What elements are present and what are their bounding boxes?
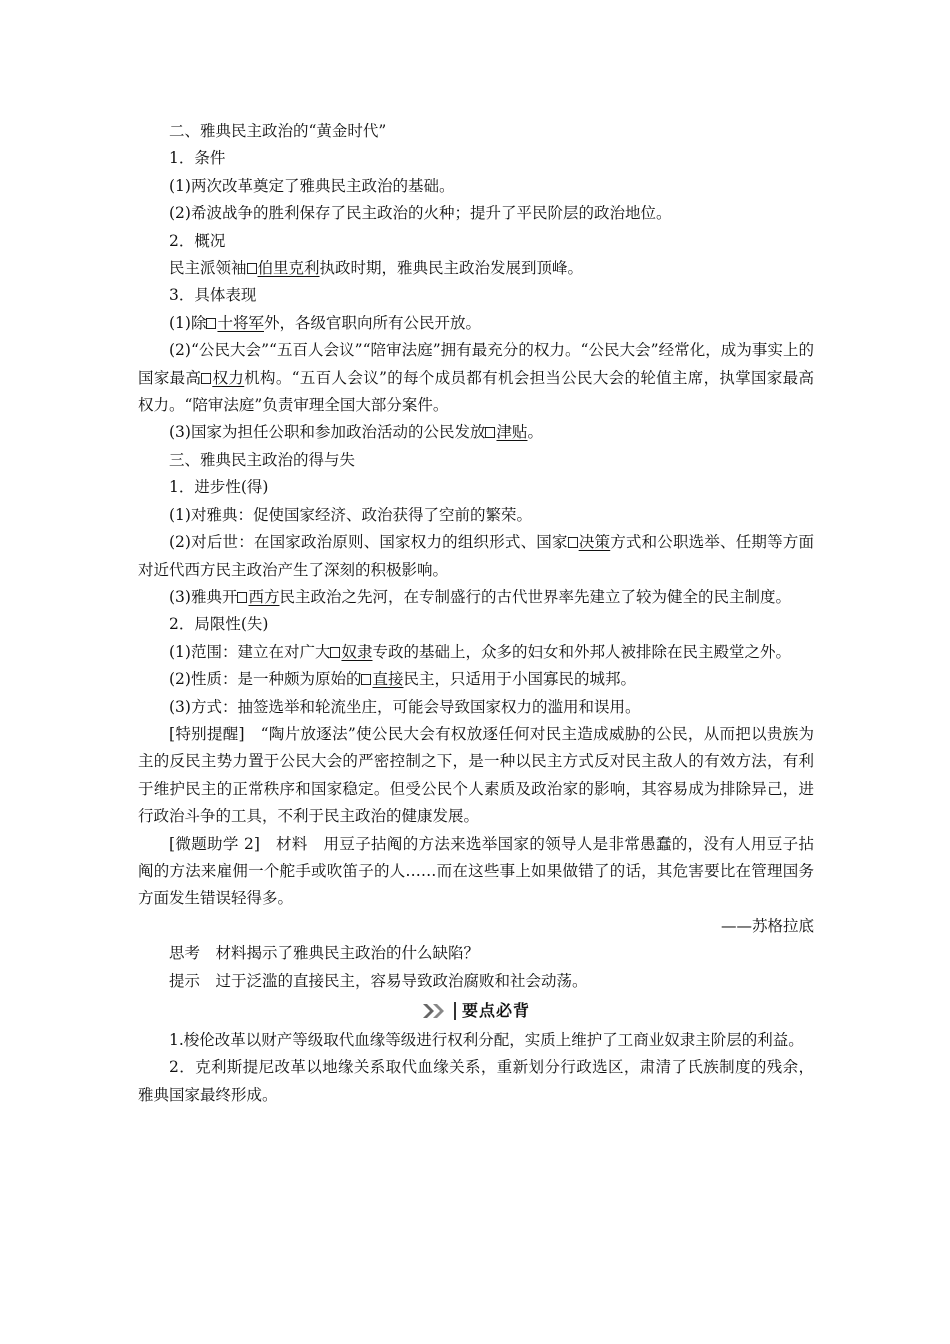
document-page — [138, 118, 814, 1109]
special-tip: [特别提醒] “陶片放逐法”使公民大会有权放逐任何对民主造成威胁的公民，从而把以贵族为主的反民主势力置于公民大会的严密控制之下，是一种以民主方式反对民主敌人的有效方法，有利于维护民主的正常秩序和国家稳定。但受公民个人素质及政治家的影响，其容易成为排除异己，进行政治斗争的工具，不利于民主政治的健康发展。 — [138, 724, 814, 826]
text-segment: 民主派领袖 — [169, 259, 247, 278]
fill-blank — [247, 259, 320, 277]
fill-box-icon — [361, 674, 371, 685]
section-3-title: 三、雅典民主政治的得与失 — [169, 450, 356, 469]
heading-overview: 2．概况 — [169, 231, 226, 250]
heading-conditions: 1．条件 — [169, 149, 226, 168]
fill-blank — [330, 643, 372, 661]
progress-2 — [138, 529, 814, 584]
text-segment: 执政时期，雅典民主政治发展到顶峰。 — [319, 259, 584, 278]
heading-details: 3．具体表现 — [169, 286, 257, 305]
condition-2: (2)希波战争的胜利保存了民主政治的火种；提升了平民阶层的政治地位。 — [169, 204, 672, 223]
detail-3 — [138, 419, 814, 446]
fill-blank — [206, 314, 264, 332]
text-segment: 外，各级官职向所有公民开放。 — [263, 313, 481, 332]
text-segment: (3)雅典开 — [169, 587, 238, 606]
fill-answer: 奴隶 — [341, 642, 373, 661]
fill-box-icon — [330, 647, 340, 658]
text-segment: 机构。“五百人会议”的每个成员都有机会担当公民大会的轮值主席，执掌国家最高权力。“陪审法庭”负责审理全国大部分案件。 — [138, 368, 814, 415]
detail-2 — [138, 337, 814, 419]
double-chevron-icon — [422, 1003, 448, 1019]
limit-1 — [138, 639, 814, 666]
think-question: 思考 材料揭示了雅典民主政治的什么缺陷？ — [169, 944, 480, 963]
limit-3: (3)方式：抽签选举和轮流坐庄，可能会导致国家权力的滥用和误用。 — [169, 697, 641, 716]
key-points-title: 要点必背 — [461, 1001, 530, 1021]
key-point-1: 1.梭伦改革以财产等级取代血缘等级进行权利分配，实质上维护了工商业奴隶主阶层的利益。 — [169, 1031, 804, 1049]
fill-box-icon — [237, 592, 247, 603]
micro-question: [微题助学 2] 材料 用豆子拈阄的方法来选举国家的领导人是非常愚蠢的，没有人用豆子拈阄的方法来雇佣一个舵手或吹笛子的人……而在这些事上如果做错了的话，其危害要比在管理国务方面发生错误轻得多。 — [138, 834, 814, 908]
banner-divider — [454, 1002, 456, 1020]
heading-limits: 2．局限性(失) — [169, 615, 269, 634]
text-segment: 方式和公职选举、任期等方面对近代西方民主政治产生了深刻的积极影响。 — [138, 533, 814, 579]
text-segment: (1)除 — [169, 313, 207, 332]
fill-answer: 十将军 — [217, 313, 264, 332]
quote-source: ——苏格拉底 — [720, 916, 814, 935]
text-segment: 民主政治之先河，在专制盛行的古代世界率先建立了较为健全的民主制度。 — [279, 587, 791, 606]
fill-box-icon — [485, 427, 495, 438]
text-segment: 。 — [527, 423, 543, 442]
text-segment: (3)国家为担任公职和参加政治活动的公民发放 — [169, 423, 486, 442]
key-points-banner — [138, 997, 814, 1025]
fill-blank — [568, 533, 611, 551]
fill-blank — [361, 670, 403, 688]
fill-answer: 西方 — [248, 587, 280, 606]
progress-3 — [138, 584, 814, 611]
heading-progress: 1．进步性(得) — [169, 478, 269, 497]
fill-box-icon — [201, 373, 211, 384]
fill-answer: 伯里克利 — [257, 259, 320, 278]
overview-text — [138, 255, 814, 282]
text-segment: (2)“公民大会”“五百人会议”“陪审法庭”拥有最充分的权力。“公民大会”经常化，成为事实上的国家最高 — [138, 341, 814, 387]
fill-blank — [201, 369, 244, 387]
fill-box-icon — [247, 263, 257, 274]
key-point-2: 2．克利斯提尼改革以地缘关系取代血缘关系，重新划分行政选区，肃清了氏族制度的残余，雅典国家最终形成。 — [138, 1058, 814, 1104]
text-segment: (2)对后世：在国家政治原则、国家权力的组织形式、国家 — [169, 533, 568, 552]
section-2-title: 二、雅典民主政治的“黄金时代” — [169, 122, 387, 140]
limit-2 — [138, 666, 814, 693]
text-segment: 民主，只适用于小国寡民的城邦。 — [403, 670, 636, 689]
detail-1 — [138, 310, 814, 337]
text-segment: (1)范围：建立在对广大 — [169, 642, 331, 661]
fill-blank — [485, 423, 527, 441]
text-segment: 专政的基础上，众多的妇女和外邦人被排除在民主殿堂之外。 — [372, 642, 791, 661]
fill-answer: 权力 — [212, 368, 245, 387]
fill-answer: 直接 — [372, 670, 404, 689]
condition-1: (1)两次改革奠定了雅典民主政治的基础。 — [169, 176, 455, 195]
progress-1: (1)对雅典：促使国家经济、政治获得了空前的繁荣。 — [169, 505, 532, 524]
fill-box-icon — [568, 537, 578, 548]
text-segment: (2)性质：是一种颇为原始的 — [169, 670, 362, 689]
fill-box-icon — [206, 318, 216, 329]
fill-answer: 津贴 — [496, 423, 528, 442]
hint-answer: 提示 过于泛滥的直接民主，容易导致政治腐败和社会动荡。 — [169, 971, 588, 990]
fill-answer: 决策 — [578, 533, 611, 552]
fill-blank — [237, 588, 279, 606]
